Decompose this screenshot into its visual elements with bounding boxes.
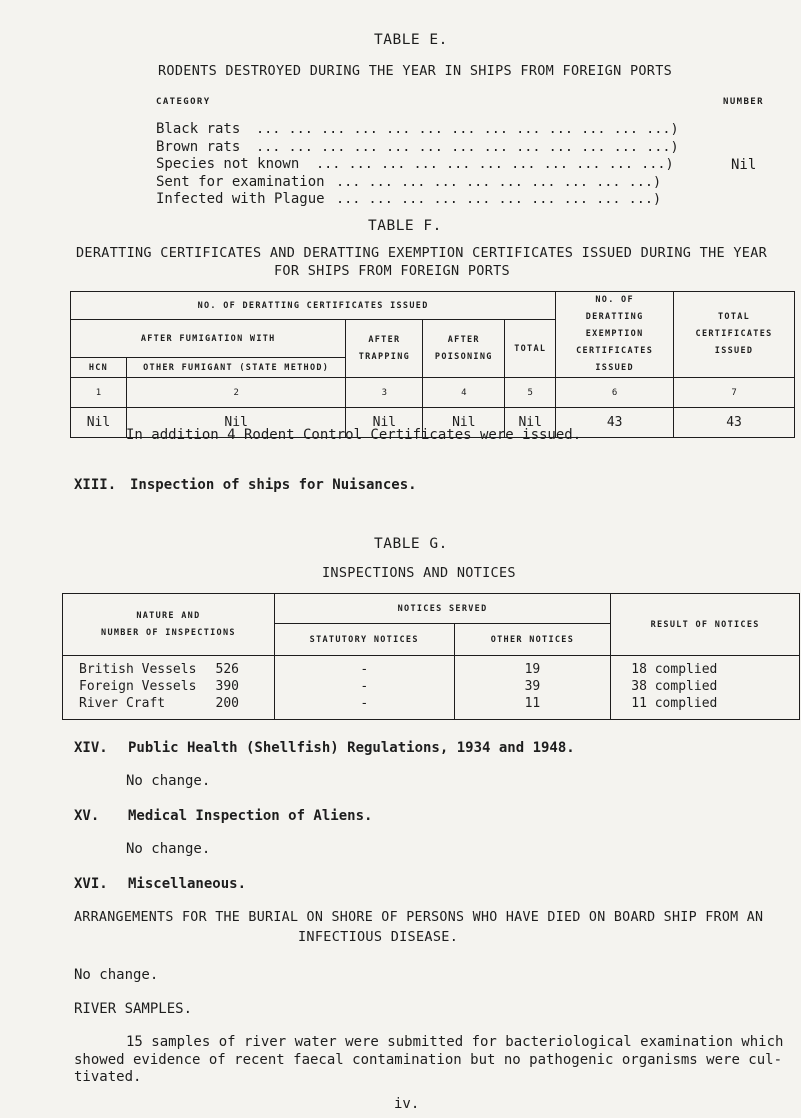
table-e-row-label: Infected with Plague (156, 191, 325, 207)
burial-heading-line-2: INFECTIOUS DISEASE. (298, 929, 459, 945)
column-number: 7 (674, 378, 795, 408)
table-f-value: Nil (126, 408, 346, 438)
section-xiii-heading: Inspection of ships for Nuisances. (130, 477, 417, 493)
table-f-subtitle-1: DERATTING CERTIFICATES AND DERATTING EXEMPTION CERTIFICATES ISSUED DURING THE YEAR (76, 245, 768, 261)
header-notices-served: NOTICES SERVED (274, 594, 610, 624)
table-e-number-header: NUMBER (723, 97, 764, 107)
header-deratting-issued: NO. OF DERATTING CERTIFICATES ISSUED (71, 292, 556, 320)
column-number: 5 (505, 378, 556, 408)
column-number: 2 (126, 378, 346, 408)
river-samples-line-2: showed evidence of recent faecal contamination but no pathogenic organisms were cul- (74, 1052, 783, 1068)
other-notices-cell: 19 39 11 (454, 656, 611, 720)
table-e-subtitle: RODENTS DESTROYED DURING THE YEAR IN SHIPS FROM FOREIGN PORTS (158, 63, 673, 79)
column-number: 1 (71, 378, 127, 408)
burial-body: No change. (74, 967, 159, 983)
header-hcn: HCN (71, 358, 127, 378)
header-after-fumigation: AFTER FUMIGATION WITH (71, 320, 346, 358)
column-number: 3 (346, 378, 423, 408)
table-e-row-label: Black rats (156, 121, 241, 137)
table-e-row-leader: ... ... ... ... ... ... ... ... ... ...) (336, 191, 662, 207)
section-xiv-numeral: XIV. (74, 740, 108, 756)
section-xiv-heading: Public Health (Shellfish) Regulations, 1934 and 1948. (128, 740, 575, 756)
table-f-value: Nil (505, 408, 556, 438)
header-exemption-certificates: NO. OF DERATTING EXEMPTION CERTIFICATES ISSUED (556, 292, 674, 378)
section-xv-numeral: XV. (74, 808, 100, 824)
river-samples-line-3: tivated. (74, 1069, 142, 1085)
table-f-value: Nil (423, 408, 505, 438)
section-xv-body: No change. (126, 841, 211, 857)
table-e-category-header: CATEGORY (156, 97, 211, 107)
table-f-note: In addition 4 Rodent Control Certificates were issued. (126, 427, 582, 443)
header-result-of-notices: RESULT OF NOTICES (611, 594, 800, 656)
table-row: British Vessels 526 (79, 662, 239, 677)
table-e-row-leader: ... ... ... ... ... ... ... ... ... ... ...) (316, 156, 674, 172)
table-e-title: TABLE E. (374, 32, 448, 48)
header-nature-number: NATURE AND NUMBER OF INSPECTIONS (63, 594, 275, 656)
statutory-notices-cell: - - - (274, 656, 454, 720)
table-g-title: TABLE G. (374, 536, 448, 552)
table-g (62, 593, 800, 720)
table-f-subtitle-2: FOR SHIPS FROM FOREIGN PORTS (274, 263, 510, 279)
column-number: 4 (423, 378, 505, 408)
table-e-row-leader: ... ... ... ... ... ... ... ... ... ... ... ... ...) (256, 139, 679, 155)
table-f-value: Nil (346, 408, 423, 438)
table-row: Foreign Vessels 390 (79, 679, 239, 694)
header-other-notices: OTHER NOTICES (454, 624, 611, 656)
table-g-subtitle: INSPECTIONS AND NOTICES (322, 565, 516, 581)
section-xvi-heading: Miscellaneous. (128, 876, 247, 892)
section-xv-heading: Medical Inspection of Aliens. (128, 808, 373, 824)
table-e-row-label: Sent for examination (156, 174, 325, 190)
river-samples-line-1: 15 samples of river water were submitted for bacteriological examination which (126, 1034, 784, 1050)
table-e-row-leader: ... ... ... ... ... ... ... ... ... ...) (336, 174, 662, 190)
header-after-trapping: AFTER TRAPPING (346, 320, 423, 378)
table-f-title: TABLE F. (368, 218, 442, 234)
page-number: iv. (394, 1096, 420, 1112)
table-e-row-label: Species not known (156, 156, 300, 172)
header-total: TOTAL (505, 320, 556, 378)
result-cell: 18 complied 38 complied 11 complied (611, 656, 800, 720)
table-f-value: 43 (556, 408, 674, 438)
burial-heading-line-1: ARRANGEMENTS FOR THE BURIAL ON SHORE OF PERSONS WHO HAVE DIED ON BOARD SHIP FROM AN (74, 910, 764, 925)
table-f (70, 291, 795, 438)
section-xiii-numeral: XIII. (74, 477, 117, 493)
table-e-row-label: Brown rats (156, 139, 241, 155)
table-e-row-leader: ... ... ... ... ... ... ... ... ... ... ... ... ...) (256, 121, 679, 137)
section-xvi-numeral: XVI. (74, 876, 108, 892)
section-xiv-body: No change. (126, 773, 211, 789)
column-number: 6 (556, 378, 674, 408)
table-e-value: Nil (731, 157, 757, 173)
header-after-poisoning: AFTER POISONING (423, 320, 505, 378)
header-statutory-notices: STATUTORY NOTICES (274, 624, 454, 656)
river-samples-heading: RIVER SAMPLES. (74, 1001, 193, 1017)
inspection-types-cell (63, 656, 275, 720)
header-total-certificates: TOTAL CERTIFICATES ISSUED (674, 292, 795, 378)
table-f-value: 43 (674, 408, 795, 438)
table-f-value: Nil (71, 408, 127, 438)
header-other-fumigant: OTHER FUMIGANT (STATE METHOD) (126, 358, 346, 378)
table-row: River Craft 200 (79, 696, 239, 711)
